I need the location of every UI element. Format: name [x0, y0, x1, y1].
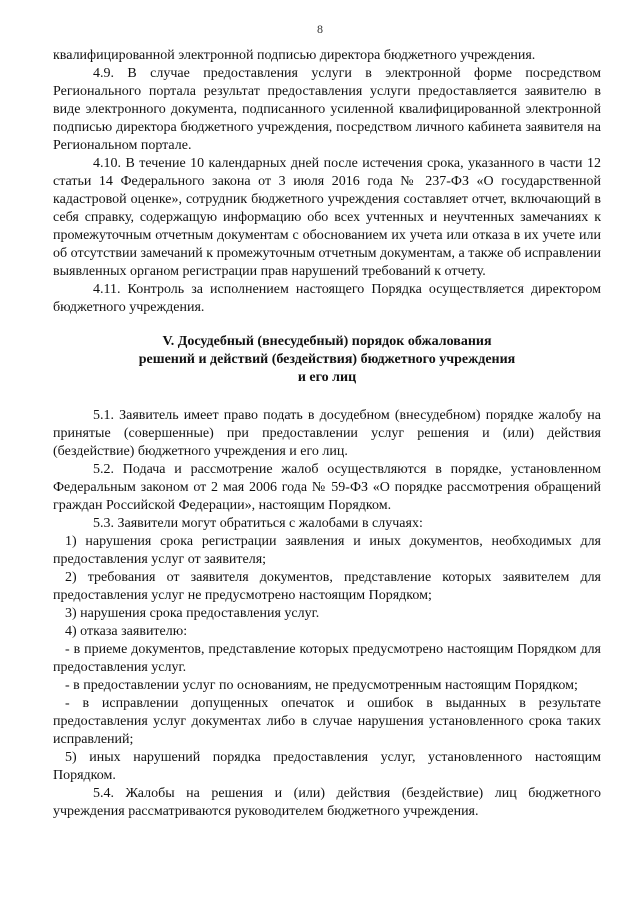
- paragraph-5-2: 5.2. Подача и рассмотрение жалоб осуществляются в порядке, установленном Федеральным законом от 2 мая 2006 года № 59-ФЗ «О порядке рассмотрения обращений граждан Российской Федерации», настоящим Порядком.: [53, 462, 601, 513]
- paragraph-5-4: 5.4. Жалобы на решения и (или) действия (бездействие) лиц бюджетного учреждения рассматриваются руководителем бюджетного учреждения.: [53, 786, 601, 819]
- section-heading-line-3: и его лиц: [297, 370, 357, 385]
- paragraph-continuation: квалифицированной электронной подписью директора бюджетного учреждения.: [53, 48, 536, 63]
- list-item-4: 4) отказа заявителю:: [65, 624, 188, 639]
- list-subitem-2: - в предоставлении услуг по основаниям, не предусмотренным настоящим Порядком;: [65, 678, 578, 693]
- list-subitem-3: - в исправлении допущенных опечаток и ошибок в выданных в результате предоставления услуг документах либо в случае нарушения установленного срока таких исправлений;: [53, 696, 601, 747]
- section-heading-line-2: решений и действий (бездействия) бюджетного учреждения: [138, 352, 516, 367]
- section-heading-line-1: V. Досудебный (внесудебный) порядок обжалования: [162, 334, 492, 349]
- paragraph-4-10: 4.10. В течение 10 календарных дней после истечения срока, указанного в части 12 статьи 14 Федерального закона от 3 июля 2016 года № 237-ФЗ «О государственной кадастровой оценке», сотрудник бюджетного учреждения составляет отчет, включающий в себя справку, содержащую информацию обо всех учтенных и неучтенных замечаниях к промежуточным отчетным документам с обоснованием их учета или отказа в их учете или об отсутствии замечаний к промежуточным отчетным документам, а также об исправлении выявленных органом регистрации прав нарушений требований к отчету.: [53, 156, 601, 279]
- list-item-1: 1) нарушения срока регистрации заявления и иных документов, необходимых для предоставления услуг от заявителя;: [53, 534, 601, 567]
- list-item-3: 3) нарушения срока предоставления услуг.: [65, 606, 320, 621]
- paragraph-4-11: 4.11. Контроль за исполнением настоящего Порядка осуществляется директором бюджетного учреждения.: [53, 282, 601, 315]
- list-item-5: 5) иных нарушений порядка предоставления услуг, установленного настоящим Порядком.: [53, 750, 601, 783]
- list-item-2: 2) требования от заявителя документов, представление которых заявителем для предоставления услуг не предусмотрено настоящим Порядком;: [53, 570, 601, 603]
- paragraph-5-3: 5.3. Заявители могут обратиться с жалобами в случаях:: [93, 516, 423, 531]
- page-number: 8: [317, 22, 323, 36]
- paragraph-4-9: 4.9. В случае предоставления услуги в электронной форме посредством Регионального портала результат предоставления услуги предоставляется заявителю в виде электронного документа, подписанного усиленной квалифицированной электронной подписью директора бюджетного учреждения, посредством личного кабинета заявителя на Региональном портале.: [53, 66, 601, 153]
- document-body: [53, 47, 601, 821]
- paragraph-5-1: 5.1. Заявитель имеет право подать в досудебном (внесудебном) порядке жалобу на принятые (совершенные) при предоставлении услуг решения и (или) действия (бездействие) бюджетного учреждения и его лиц.: [53, 408, 601, 459]
- section-heading: [53, 333, 601, 387]
- list-subitem-1: - в приеме документов, представление которых предусмотрено настоящим Порядком для предоставления услуг.: [53, 642, 601, 675]
